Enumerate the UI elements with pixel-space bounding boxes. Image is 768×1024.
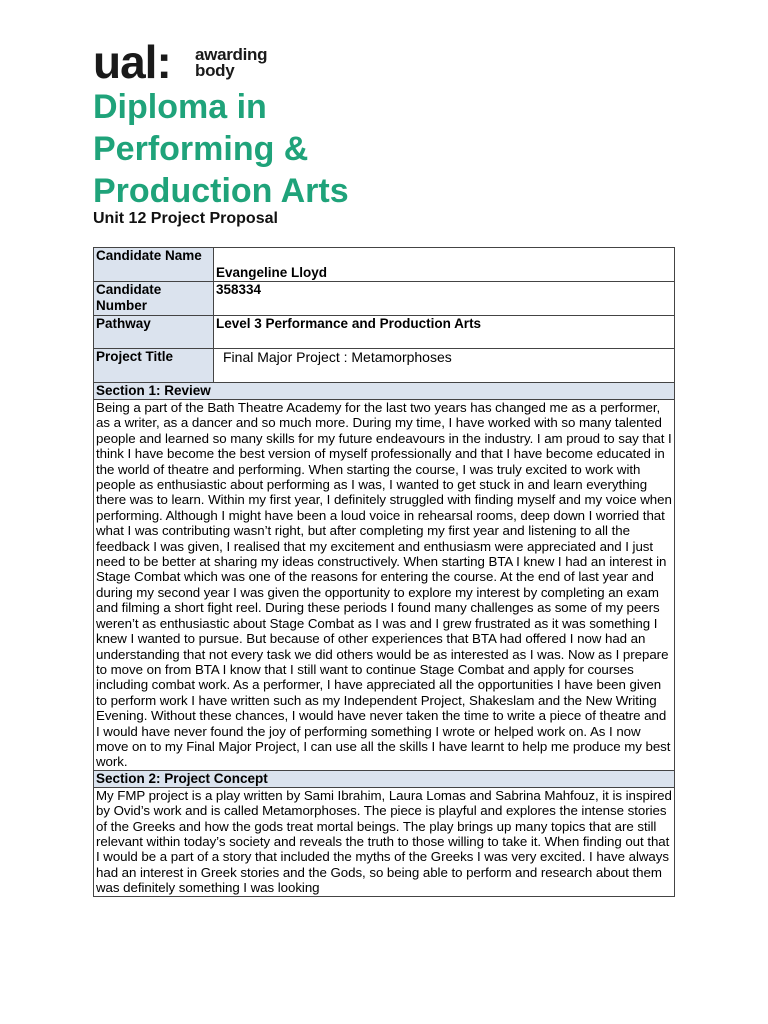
candidate-number-row [94,282,675,316]
proposal-form [93,247,675,897]
section-2-body-row [94,787,675,896]
section-1-text: Being a part of the Bath Theatre Academy for the last two years has changed me as a performer, as a writer, as a dancer and so much more. During my time, I have worked with so many talented people and learned so many skills for my future endeavours in the industry. I am proud to say that I think I have become the best version of myself professionally and that I have become educated in the world of theatre and performing. When starting the course, I was truly excited to work with people as enthusiastic about performing as I was, I wanted to get stuck in and learn everything there was to learn. Within my first year, I definitely struggled with finding myself and my voice when performing. Although I might have been a loud voice in rehearsal rooms, deep down I worried that what I was contributing wasn’t right, but after completing my first year and listening to all the feedback I was given, I realised that my excitement and enthusiasm were appreciated and I just need to be better at sharing my ideas constructively. When starting BTA I knew I had an interest in Stage Combat which was one of the reasons for entering the course. At the end of last year and during my second year I was given the opportunity to explore my interest by completing an exam and filming a short fight reel. During these periods I found many challenges as some of my peers weren’t as enthusiastic about Stage Combat as I was and I grew frustrated as it was something I knew I wanted to pursue. But because of other experiences that BTA had offered I now had an understanding that not every task we did others would be as interested as I was. Now as I prepare to move on from BTA I know that I still want to continue Stage Combat and apply for courses including combat work. As a performer, I have appreciated all the opportunities I have been given to perform work I have written such as my Independent Project, Shakeslam and the New Writing Evening. Without these chances, I would have never taken the time to write a piece of theatre and I would have never found the joy of performing something I wrote or helped work on. As I now move on to my Final Major Project, I can use all the skills I have learnt to help me produce my best work. [94,400,675,771]
section-2-heading: Section 2: Project Concept [94,770,675,787]
candidate-name-label: Candidate Name [94,248,214,282]
logo-subtext [195,47,267,79]
title-line-3: Production Arts [93,172,349,210]
logo-brand: ual: [93,36,171,88]
pathway-label: Pathway [94,316,214,349]
section-2-heading-row [94,770,675,787]
project-title-value: Final Major Project : Metamorphoses [214,349,675,383]
project-title-row [94,349,675,383]
candidate-number-value: 358334 [214,282,675,316]
candidate-name-row [94,248,675,282]
logo-line-2: body [195,61,235,80]
candidate-name-cell [214,248,675,282]
page-title [93,86,349,212]
page-subtitle: Unit 12 Project Proposal [93,210,278,227]
section-2-text: My FMP project is a play written by Sami Ibrahim, Laura Lomas and Sabrina Mahfouz, it is inspired by Ovid’s work and is called Metamorphoses. The piece is playful and explores the intense stories of the Greeks and how the gods treat mortal beings. The play brings up many topics that are still relevant within today’s society and reveals the truth to those willing to take it. When finding out that I would be a part of a story that included the myths of the Greeks I was very excited. I have always had an interest in Greek stories and the Gods, so being able to perform and research about them was definitely something I was looking [94,787,675,896]
title-line-2: Performing & [93,130,309,168]
project-title-label: Project Title [94,349,214,383]
section-1-heading-row [94,383,675,400]
section-1-heading: Section 1: Review [94,383,675,400]
pathway-row [94,316,675,349]
pathway-value: Level 3 Performance and Production Arts [214,316,675,349]
section-1-body-row [94,400,675,771]
title-line-1: Diploma in [93,88,267,126]
logo-line-1: awarding [195,45,268,64]
candidate-name-value: Evangeline Lloyd [216,265,328,280]
candidate-number-label: Candidate Number [94,282,214,316]
